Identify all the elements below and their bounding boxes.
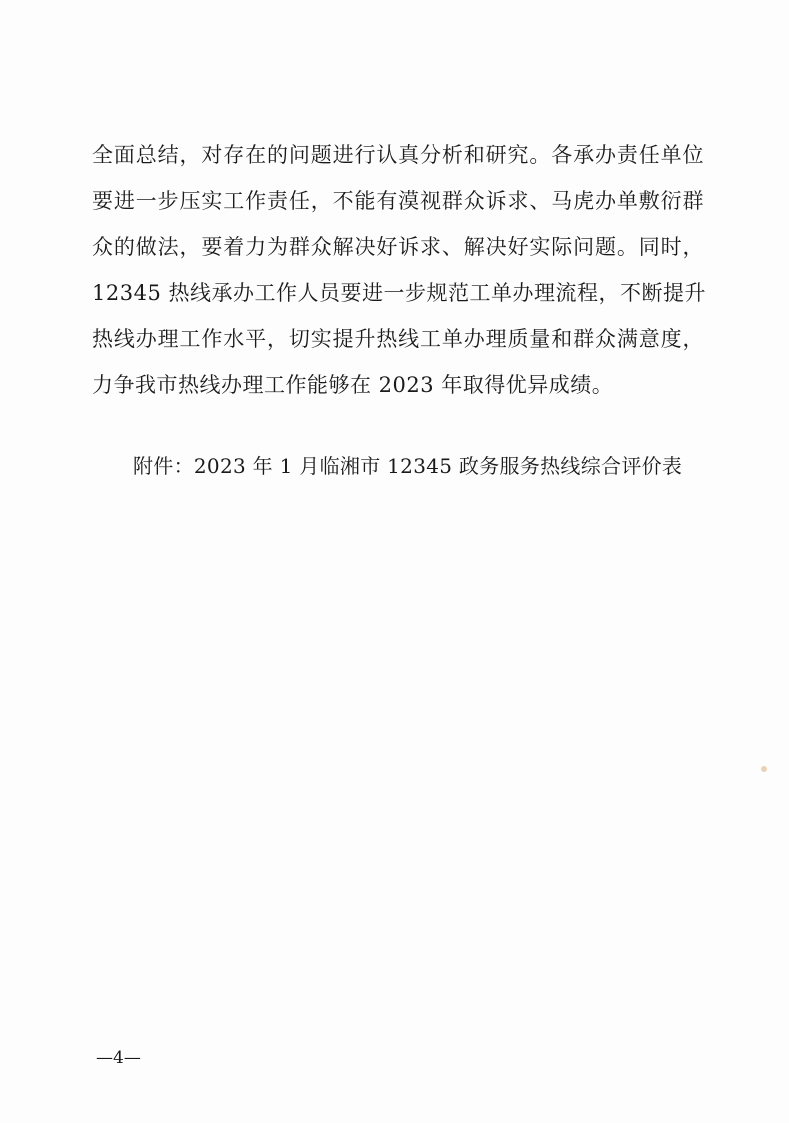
paragraph-line-5: 热线办理工作水平，切实提升热线工单办理质量和群众满意度， <box>92 327 704 351</box>
scan-speck <box>761 766 767 772</box>
attachment-note: 附件：2023 年 1 月临湘市 12345 政务服务热线综合评价表 <box>133 454 683 478</box>
paragraph-line-4: 12345 热线承办工作人员要进一步规范工单办理流程，不断提升 <box>92 281 706 305</box>
paragraph-line-1: 全面总结，对存在的问题进行认真分析和研究。各承办责任单位 <box>92 143 704 167</box>
page-number: —4— <box>96 1048 141 1068</box>
paragraph-line-2: 要进一步压实工作责任，不能有漠视群众诉求、马虎办单敷衍群 <box>92 189 704 213</box>
paragraph-line-6: 力争我市热线办理工作能够在 2023 年取得优异成绩。 <box>92 373 614 397</box>
body-paragraph <box>92 132 704 408</box>
paragraph-line-3: 众的做法，要着力为群众解决好诉求、解决好实际问题。同时， <box>92 235 704 259</box>
